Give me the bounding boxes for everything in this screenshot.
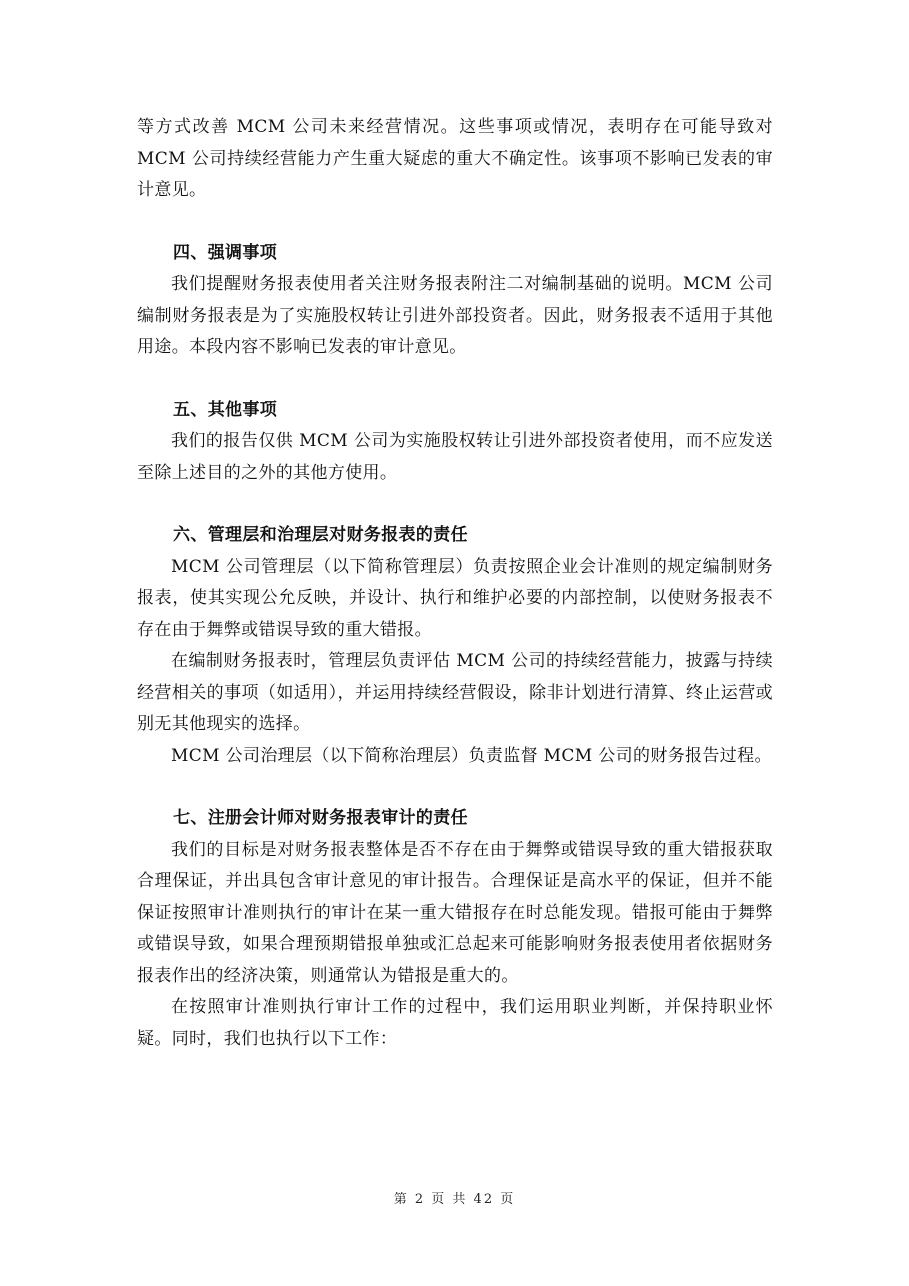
section-7-paragraph-2: 在按照审计准则执行审计工作的过程中，我们运用职业判断，并保持职业怀疑。同时，我们也执行以下工作： (137, 997, 773, 1049)
section-5-heading: 五、其他事项 (173, 399, 278, 420)
section-6-paragraph-3: MCM 公司治理层（以下简称治理层）负责监督 MCM 公司的财务报告过程。 (171, 745, 772, 766)
section-7-heading: 七、注册会计师对财务报表审计的责任 (173, 808, 468, 828)
section-4-heading: 四、强调事项 (173, 242, 278, 263)
section-4-paragraph-1: 我们提醒财务报表使用者关注财务报表附注二对编制基础的说明。MCM 公司编制财务报表是为了实施股权转让引进外部投资者。因此，财务报表不适用于其他用途。本段内容不影响已发表的审计意见。 (137, 274, 773, 357)
intro-paragraph: 等方式改善 MCM 公司未来经营情况。这些事项或情况，表明存在可能导致对 MCM 公司持续经营能力产生重大疑虑的重大不确定性。该事项不影响已发表的审计意见。 (137, 117, 773, 200)
section-6-paragraph-2: 在编制财务报表时，管理层负责评估 MCM 公司的持续经营能力，披露与持续经营相关的事项（如适用），并运用持续经营假设，除非计划进行清算、终止运营或别无其他现实的选择。 (137, 651, 773, 734)
section-6-paragraph-1: MCM 公司管理层（以下简称管理层）负责按照企业会计准则的规定编制财务报表，使其实现公允反映，并设计、执行和维护必要的内部控制，以使财务报表不存在由于舞弊或错误导致的重大错报。 (137, 556, 773, 640)
section-6-heading: 六、管理层和治理层对财务报表的责任 (173, 525, 468, 545)
document-body (137, 112, 773, 1055)
section-7-paragraph-1: 我们的目标是对财务报表整体是否不存在由于舞弊或错误导致的重大错报获取合理保证，并出具包含审计意见的审计报告。合理保证是高水平的保证，但并不能保证按照审计准则执行的审计在某一重大错报存在时总能发现。错报可能由于舞弊或错误导致，如果合理预期错报单独或汇总起来可能影响财务报表使用者依据财务报表作出的经济决策，则通常认为错报是重大的。 (137, 839, 773, 986)
section-5-paragraph-1: 我们的报告仅供 MCM 公司为实施股权转让引进外部投资者使用，而不应发送至除上述目的之外的其他方使用。 (137, 431, 773, 483)
page-number-footer: 第 2 页 共 42 页 (393, 1192, 516, 1207)
